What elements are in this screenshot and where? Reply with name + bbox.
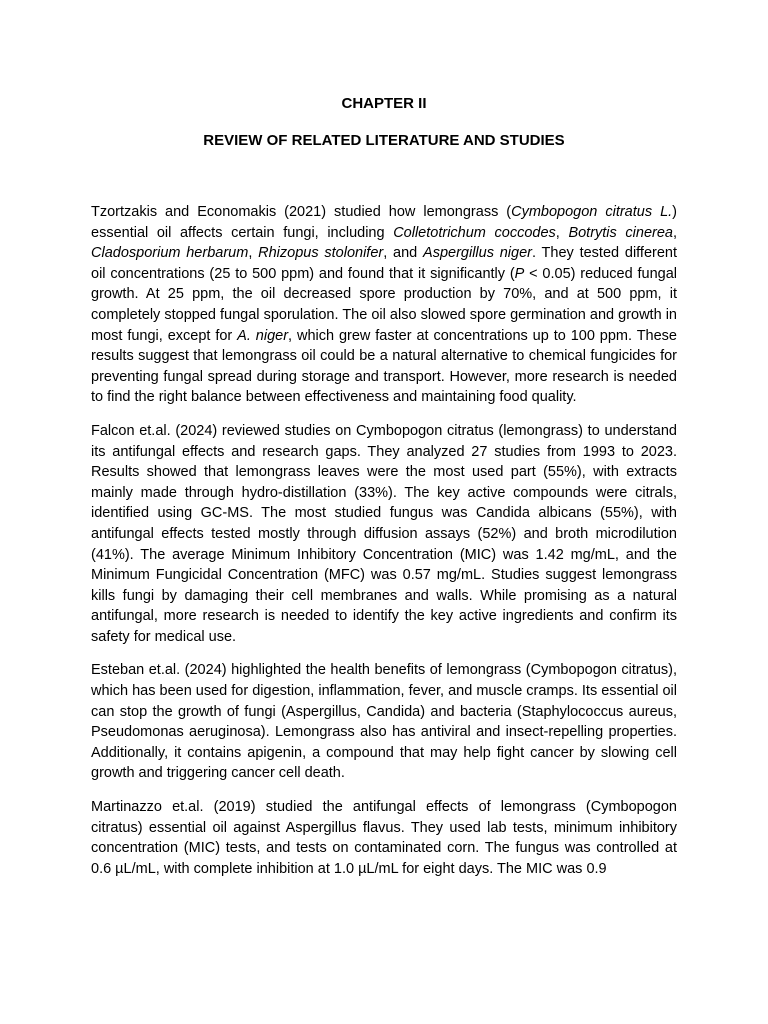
species-name: Cymbopogon citratus L. [511, 204, 673, 220]
chapter-label: CHAPTER II [341, 95, 427, 112]
body-text [91, 202, 677, 892]
text-segment: , and [383, 245, 424, 262]
species-name: Cladosporium herbarum [91, 245, 249, 262]
species-name: Colletotrichum coccodes [393, 224, 556, 241]
paragraph-tzortzakis [91, 202, 677, 408]
text-segment: . They tested different oil concentrations (25 to 500 ppm) and found that it significantly ( [91, 245, 678, 282]
paragraph-falcon [91, 421, 677, 648]
text-segment: , [555, 224, 569, 241]
text-segment: Tzortzakis and Economakis (2021) studied how lemongrass ( [91, 204, 512, 220]
text-segment: Esteban et.al. (2024) highlighted the health benefits of lemongrass (Cymbopogon citratus), which has been used for digestion, inflammation, fever, and muscle cramps. Its essential oil can stop the growth of fungi (Aspergillus, Candida) and bacteria (Staphylococcus aureus, Pseudomonas aeruginosa). Lemongrass also has antiviral and insect-repelling properties. Additionally, it contains apigenin, a compound that may help fight cancer by slowing cell growth and triggering cancer cell death. [91, 662, 677, 782]
species-name: Aspergillus niger [423, 245, 532, 262]
p-value-symbol: P [514, 265, 525, 282]
text-segment: , [672, 224, 677, 241]
text-segment: ) essential oil affects certain fungi, including [91, 204, 677, 241]
text-segment: , [248, 245, 259, 262]
species-name: Botrytis cinerea [568, 224, 673, 241]
chapter-title: REVIEW OF RELATED LITERATURE AND STUDIES [203, 132, 565, 149]
text-segment: Falcon et.al. (2024) reviewed studies on Cymbopogon citratus (lemongrass) to understand its antifungal effects and research gaps. They analyzed 27 studies from 1993 to 2023. Results showed that lemongrass leaves were the most used part (55%), with extracts mainly made through hydro-distillation (33%). The key active compounds were citrals, identified using GC-MS. The most studied fungus was Candida albicans (55%), with antifungal effects tested mostly through diffusion assays (52%) and broth microdilution (41%). The average Minimum Inhibitory Concentration (MIC) was 1.42 mg/mL, and the Minimum Fungicidal Concentration (MFC) was 0.57 mg/mL. Studies suggest lemongrass kills fungi by damaging their cell membranes and walls. While promising as a natural antifungal, more research is needed to identify the key active ingredients and confirm its safety for medical use. [91, 422, 677, 645]
species-name: A. niger [237, 327, 289, 344]
species-name: Rhizopus stolonifer [258, 245, 384, 262]
paragraph-martinazzo [91, 797, 677, 879]
text-segment: Martinazzo et.al. (2019) studied the antifungal effects of lemongrass (Cymbopogon citratus) essential oil against Aspergillus flavus. They used lab tests, minimum inhibitory concentration (MIC) tests, and tests on contaminated corn. The fungus was controlled at 0.6 µL/mL, with complete inhibition at 1.0 µL/mL for eight days. The MIC was 0.9 [91, 799, 677, 877]
paragraph-esteban [91, 660, 677, 784]
text-segment: , which grew faster at concentrations up to 100 ppm. These results suggest that lemongrass oil could be a natural alternative to chemical fungicides for preventing fungal spread during storage and transport. However, more research is needed to find the right balance between effectiveness and maintaining food quality. [91, 327, 677, 406]
text-segment: < 0.05) reduced fungal growth. At 25 ppm, the oil decreased spore production by 70%, and at 500 ppm, it completely stopped fungal sporulation. The oil also slowed spore germination and growth in most fungi, except for [91, 265, 677, 344]
